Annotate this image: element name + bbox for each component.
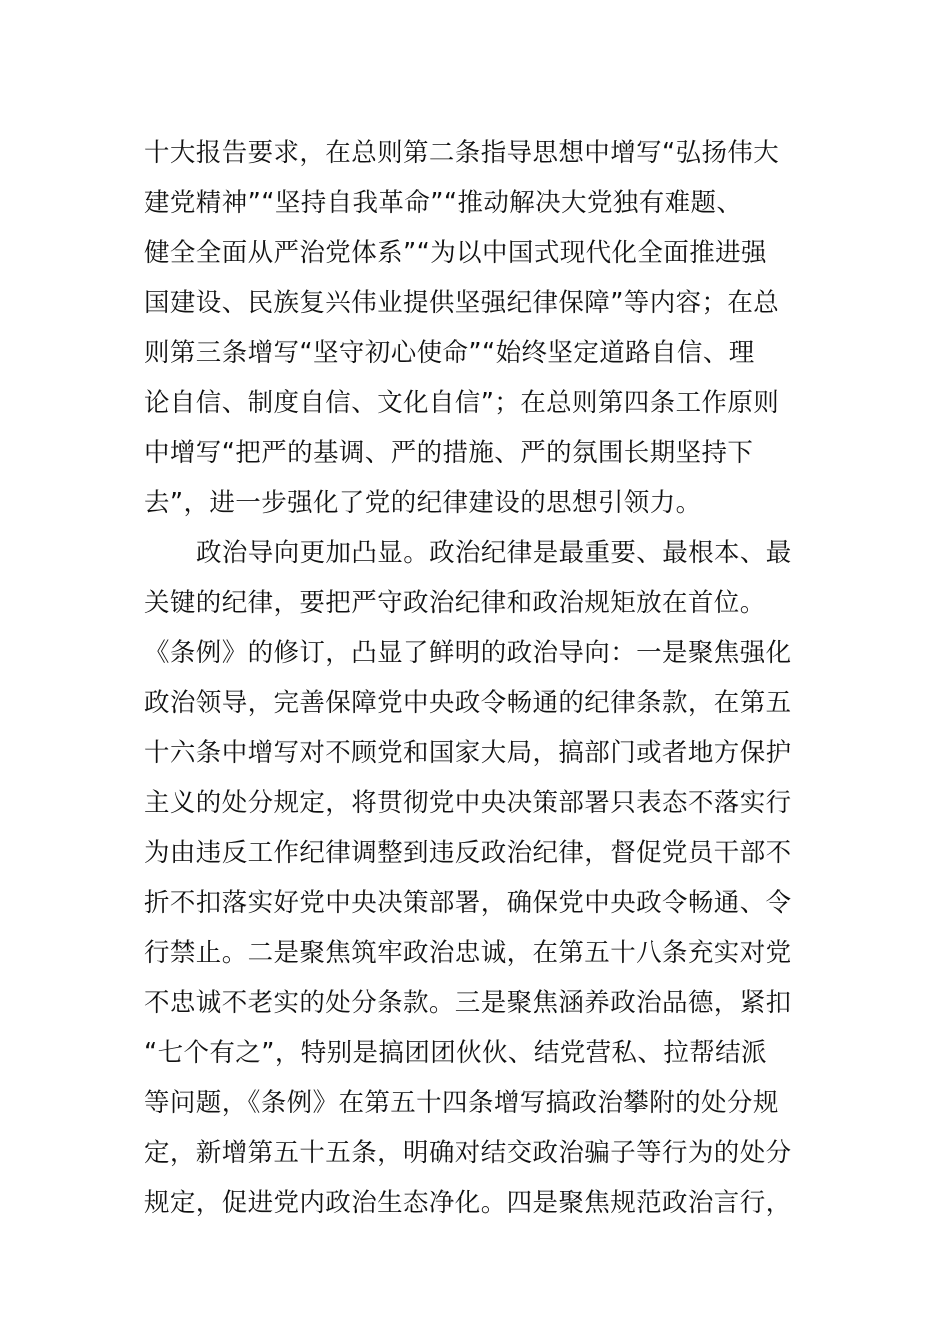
paragraph-first-line: 政治导向更加凸显。政治纪律是最重要、最根本、最 [196, 538, 792, 568]
text-line: 不忠诚不老实的处分条款。三是聚焦涵养政治品德，紧扣 [144, 988, 792, 1018]
text-line: 十六条中增写对不顾党和国家大局，搞部门或者地方保护 [144, 738, 792, 768]
text-line: 主义的处分规定，将贯彻党中央决策部署只表态不落实行 [144, 788, 792, 818]
text-line: 关键的纪律，要把严守政治纪律和政治规矩放在首位。 [144, 588, 766, 618]
text-line: 论自信、制度自信、文化自信”；在总则第四条工作原则 [144, 388, 780, 418]
text-line: 建党精神”“坚持自我革命”“推动解决大党独有难题、 [144, 188, 743, 218]
text-line: 去”，进一步强化了党的纪律建设的思想引领力。 [144, 488, 702, 518]
text-line: 行禁止。二是聚焦筑牢政治忠诚，在第五十八条充实对党 [144, 938, 792, 968]
text-line: 十大报告要求，在总则第二条指导思想中增写“弘扬伟大 [144, 138, 780, 168]
text-line: 政治领导，完善保障党中央政令畅通的纪律条款，在第五 [144, 688, 792, 718]
text-line: 健全全面从严治党体系”“为以中国式现代化全面推进强 [144, 238, 767, 268]
text-line: 为由违反工作纪律调整到违反政治纪律，督促党员干部不 [144, 838, 792, 868]
text-line: 等问题，《条例》在第五十四条增写搞政治攀附的处分规 [144, 1088, 779, 1118]
text-line: 折不扣落实好党中央决策部署，确保党中央政令畅通、令 [144, 888, 792, 918]
text-line: 中增写“把严的基调、严的措施、严的氛围长期坚持下 [144, 438, 754, 468]
text-line: 国建设、民族复兴伟业提供坚强纪律保障”等内容；在总 [144, 288, 780, 318]
text-line: 则第三条增写“坚守初心使命”“始终坚定道路自信、理 [144, 338, 755, 368]
text-line: 规定，促进党内政治生态净化。四是聚焦规范政治言行， [144, 1188, 792, 1218]
text-line: “七个有之”，特别是搞团团伙伙、结党营私、拉帮结派 [144, 1038, 767, 1068]
text-line: 《条例》的修订，凸显了鲜明的政治导向：一是聚焦强化 [144, 638, 792, 668]
text-line: 定，新增第五十五条，明确对结交政治骗子等行为的处分 [144, 1138, 792, 1168]
